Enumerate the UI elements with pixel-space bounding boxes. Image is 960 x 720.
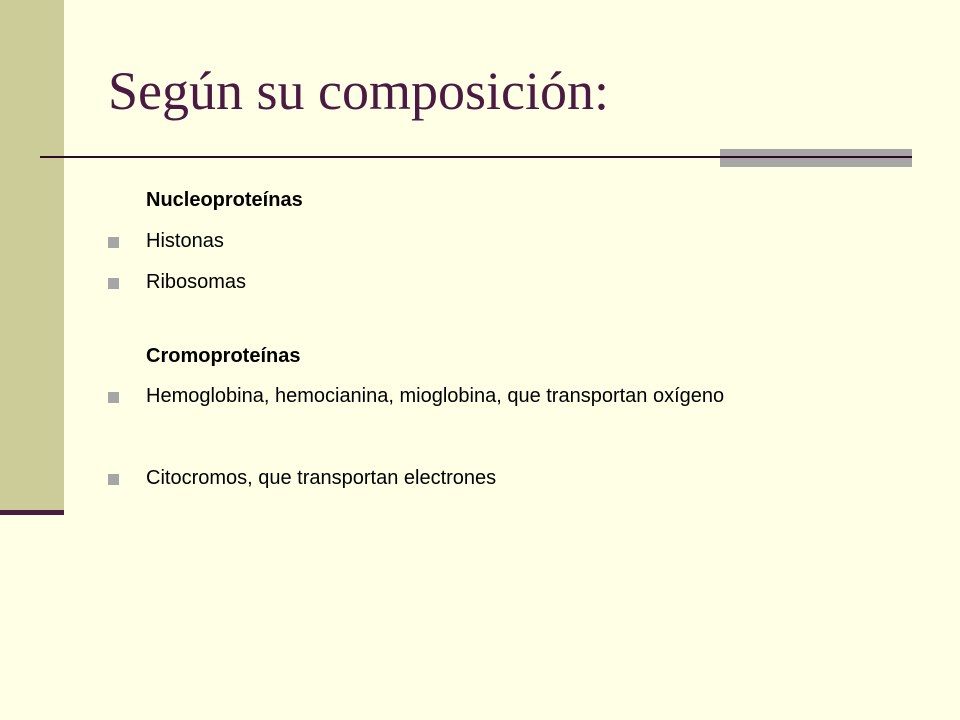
list-item-text: Histonas bbox=[146, 230, 224, 252]
slide-title: Según su composición: bbox=[108, 61, 609, 121]
left-sidebar-bar bbox=[0, 0, 64, 510]
section-heading-nucleoproteinas: Nucleoproteínas bbox=[146, 189, 303, 211]
list-item bbox=[108, 466, 868, 491]
list-item bbox=[108, 270, 868, 295]
list-item-text: Citocromos, que transportan electrones bbox=[146, 467, 497, 489]
list-item-text: Ribosomas bbox=[146, 271, 247, 293]
slide-body bbox=[108, 0, 908, 720]
square-bullet-icon bbox=[108, 392, 119, 403]
list-item bbox=[108, 229, 868, 254]
section-heading-cromoproteinas: Cromoproteínas bbox=[146, 345, 301, 367]
square-bullet-icon bbox=[108, 474, 119, 485]
square-bullet-icon bbox=[108, 278, 119, 289]
left-sidebar-accent bbox=[0, 510, 64, 515]
square-bullet-icon bbox=[108, 237, 119, 248]
list-item bbox=[108, 384, 828, 409]
list-item-text: Hemoglobina, hemocianina, mioglobina, que transportan oxígeno bbox=[146, 385, 725, 407]
